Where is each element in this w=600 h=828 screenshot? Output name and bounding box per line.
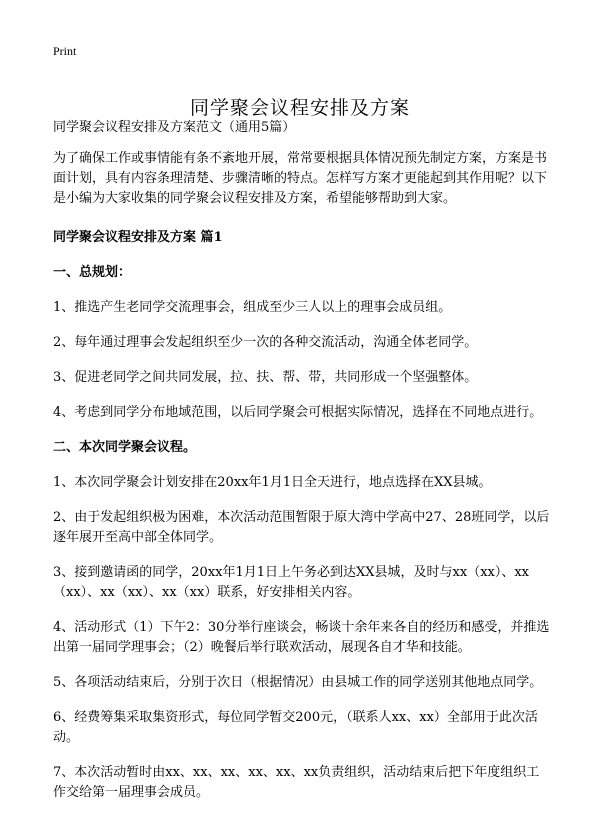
list-item: 4、考虑到同学分布地域范围，以后同学聚会可根据实际情况，选择在不同地点进行。	[53, 405, 543, 420]
article-subtitle: 同学聚会议程安排及方案范文（通用5篇）	[53, 120, 296, 135]
intro-paragraph: 为了确保工作或事情能有条不紊地开展，常常要根据具体情况预先制定方案，方案是书面计划，具有内容条理清楚、步骤清晰的特点。怎样写方案才更能起到其作用呢？以下是小编为大家收集的同学聚会议程安排及方案，希望能够帮助到大家。	[53, 151, 548, 206]
page-title: 同学聚会议程安排及方案	[189, 96, 410, 119]
list-item: 2、每年通过理事会发起组织至少一次的各种交流活动，沟通全体老同学。	[53, 335, 478, 350]
print-link[interactable]: Print	[53, 44, 77, 58]
list-item: 3、接到邀请函的同学，20xx年1月1日上午务必到达XX县城，及时与xx（xx）、xx（xx）、xx（xx）、xx（xx）联系，好安排相关内容。	[53, 565, 530, 600]
section-heading: 二、本次同学聚会议程。	[53, 440, 197, 455]
list-item: 1、本次同学聚会计划安排在20xx年1月1日全天进行，地点选择在XX县城。	[53, 475, 492, 490]
list-item: 2、由于发起组织极为困难，本次活动范围暂限于原大湾中学高中27、28班同学，以后逐年展开至高中部全体同学。	[53, 510, 550, 545]
list-item: 1、推选产生老同学交流理事会，组成至少三人以上的理事会成员组。	[53, 300, 452, 315]
list-item: 4、活动形式（1）下午2：30分举行座谈会，畅谈十余年来各自的经历和感受，并推选出第一届同学理事会；（2）晚餐后举行联欢活动，展现各自才华和技能。	[53, 620, 550, 655]
list-item: 3、促进老同学之间共同发展，拉、扶、帮、带，共同形成一个坚强整体。	[53, 370, 478, 385]
article-body	[53, 118, 550, 818]
section-heading: 一、总规划：	[53, 265, 132, 280]
list-item: 6、经费筹集采取集资形式，每位同学暂交200元，（联系人xx、xx）全部用于此次活动。	[53, 710, 538, 745]
article-heading: 同学聚会议程安排及方案 篇1	[53, 230, 223, 245]
list-item: 5、各项活动结束后，分别于次日（根据情况）由县城工作的同学送别其他地点同学。	[53, 675, 543, 690]
list-item: 7、本次活动暂时由xx、xx、xx、xx、xx、xx负责组织，活动结束后把下年度组织工作交给第一届理事会成员。	[53, 765, 540, 800]
